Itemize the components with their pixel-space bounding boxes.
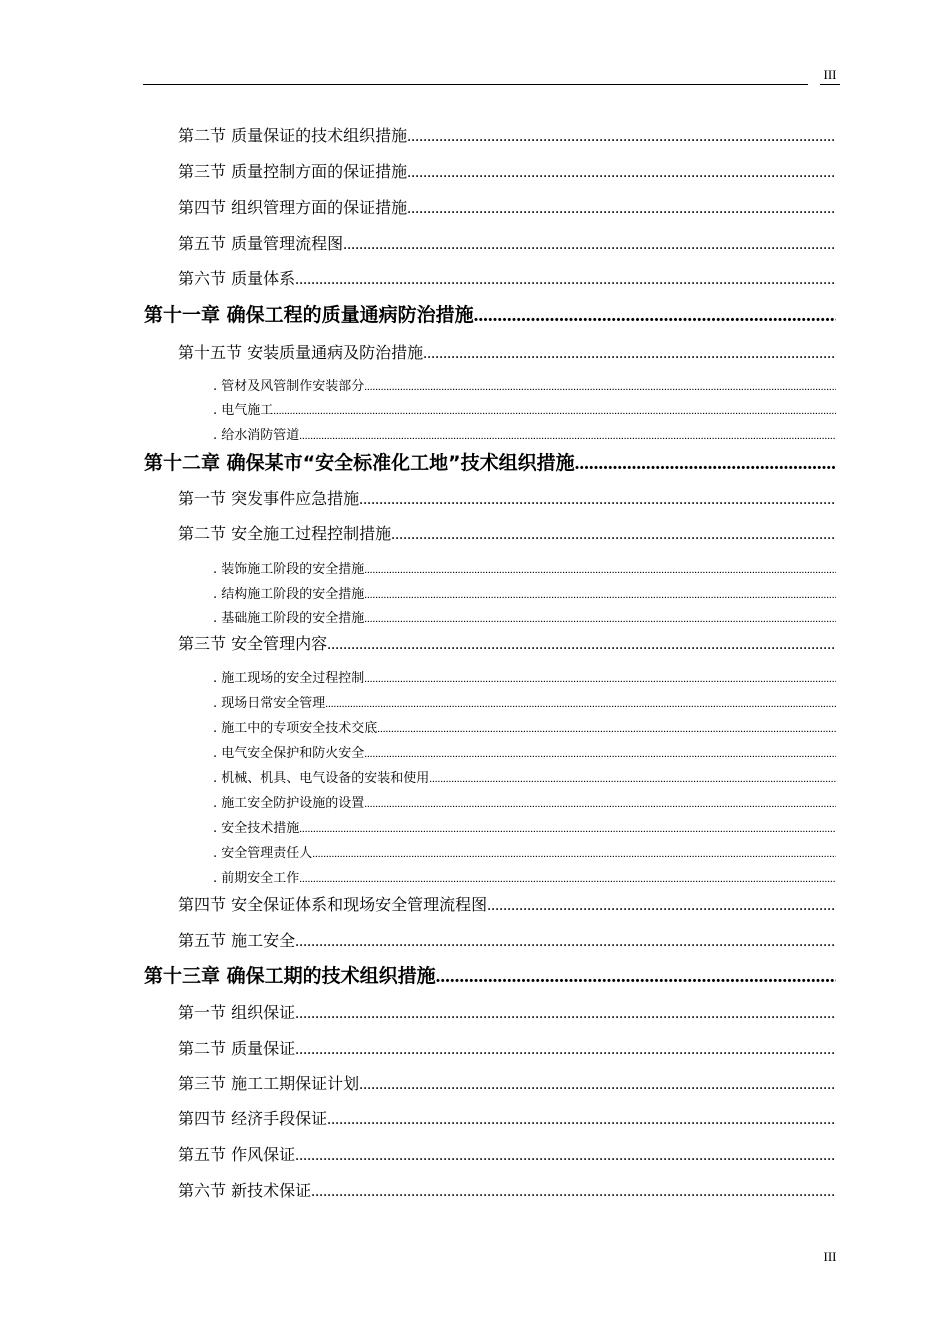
- toc-entry[interactable]: [213, 719, 836, 739]
- toc-label: . 安全管理责任人: [213, 846, 313, 861]
- toc-label: 第一节 组织保证: [178, 1003, 296, 1022]
- toc-label: 第二节 质量保证: [178, 1039, 296, 1058]
- toc-entry[interactable]: [213, 844, 836, 864]
- dot-leader: [295, 930, 836, 954]
- dot-leader: [575, 450, 836, 478]
- toc-entry[interactable]: [178, 487, 836, 512]
- toc-label: 第十二章 确保某市“安全标准化工地”技术组织措施: [144, 452, 575, 474]
- dot-leader: [325, 694, 836, 714]
- toc-entry[interactable]: [213, 869, 836, 889]
- toc-entry[interactable]: [213, 669, 836, 689]
- toc-entry[interactable]: [178, 1107, 836, 1132]
- dot-leader: [407, 125, 836, 149]
- toc-label: . 装饰施工阶段的安全措施: [213, 562, 365, 577]
- toc-label: . 前期安全工作: [213, 871, 300, 886]
- dot-leader: [327, 1108, 836, 1132]
- toc-entry[interactable]: [178, 1143, 836, 1168]
- header-page-number: III: [820, 67, 840, 85]
- dot-leader: [312, 844, 836, 864]
- dot-leader: [327, 633, 836, 657]
- toc-entry[interactable]: [144, 962, 836, 991]
- toc-entry[interactable]: [178, 1001, 836, 1026]
- toc-entry[interactable]: [178, 124, 836, 149]
- toc-label: . 电气施工: [213, 403, 274, 418]
- toc-label: 第五节 作风保证: [178, 1145, 296, 1164]
- toc-label: . 管材及风管制作安装部分: [213, 379, 365, 394]
- toc-label: . 电气安全保护和防火安全: [213, 746, 365, 761]
- dot-leader: [295, 268, 836, 292]
- toc-entry[interactable]: [178, 232, 836, 257]
- toc-label: . 安全技术措施: [213, 821, 300, 836]
- dot-leader: [364, 377, 836, 397]
- dot-leader: [429, 769, 836, 789]
- dot-leader: [364, 609, 836, 629]
- toc-label: . 现场日常安全管理: [213, 696, 326, 711]
- toc-entry[interactable]: [213, 560, 836, 580]
- toc-entry[interactable]: [213, 744, 836, 764]
- dot-leader: [364, 794, 836, 814]
- dot-leader: [295, 1144, 836, 1168]
- toc-entry[interactable]: [213, 794, 836, 814]
- dot-leader: [377, 719, 836, 739]
- dot-leader: [474, 302, 836, 330]
- toc-entry[interactable]: [213, 694, 836, 714]
- toc-entry[interactable]: [144, 301, 836, 330]
- dot-leader: [364, 585, 836, 605]
- dot-leader: [364, 744, 836, 764]
- toc-label: 第三节 施工工期保证计划: [178, 1074, 360, 1093]
- toc-entry[interactable]: [213, 609, 836, 629]
- toc-entry[interactable]: [213, 585, 836, 605]
- toc-label: 第十三章 确保工期的技术组织措施: [144, 965, 436, 987]
- toc-entry[interactable]: [178, 196, 836, 221]
- toc-label: 第四节 组织管理方面的保证措施: [178, 198, 408, 217]
- toc-entry[interactable]: [178, 1179, 836, 1204]
- toc-label: 第十五节 安装质量通病及防治措施: [178, 343, 424, 362]
- toc-label: 第三节 安全管理内容: [178, 634, 328, 653]
- dot-leader: [364, 669, 836, 689]
- toc-entry[interactable]: [178, 267, 836, 292]
- dot-leader: [359, 488, 836, 512]
- toc-entry[interactable]: [178, 341, 836, 366]
- dot-leader: [364, 560, 836, 580]
- toc-label: 第三节 质量控制方面的保证措施: [178, 162, 408, 181]
- toc-label: 第五节 质量管理流程图: [178, 234, 344, 253]
- dot-leader: [343, 233, 836, 257]
- toc-entry[interactable]: [213, 377, 836, 397]
- toc-entry[interactable]: [213, 819, 836, 839]
- dot-leader: [487, 894, 836, 918]
- dot-leader: [407, 197, 836, 221]
- toc-label: . 机械、机具、电气设备的安装和使用: [213, 771, 430, 786]
- footer-page-number: III: [823, 1249, 837, 1264]
- dot-leader: [299, 426, 836, 446]
- toc-entry[interactable]: [178, 1072, 836, 1097]
- toc-entry[interactable]: [144, 449, 836, 478]
- toc-label: 第六节 新技术保证: [178, 1181, 312, 1200]
- toc-label: 第四节 安全保证体系和现场安全管理流程图: [178, 895, 488, 914]
- toc-entry[interactable]: [213, 426, 836, 446]
- toc-label: . 施工现场的安全过程控制: [213, 671, 365, 686]
- toc-label: 第五节 施工安全: [178, 931, 296, 950]
- dot-leader: [407, 161, 836, 185]
- dot-leader: [423, 342, 836, 366]
- dot-leader: [311, 1180, 836, 1204]
- toc-label: . 施工中的专项安全技术交底: [213, 721, 378, 736]
- toc-entry[interactable]: [178, 160, 836, 185]
- toc-label: . 给水消防管道: [213, 428, 300, 443]
- toc-entry[interactable]: [178, 1037, 836, 1062]
- toc-label: 第二节 质量保证的技术组织措施: [178, 126, 408, 145]
- toc-label: 第一节 突发事件应急措施: [178, 489, 360, 508]
- dot-leader: [299, 869, 836, 889]
- dot-leader: [295, 1038, 836, 1062]
- toc-entry[interactable]: [213, 769, 836, 789]
- dot-leader: [436, 963, 836, 991]
- toc-entry[interactable]: [213, 401, 836, 421]
- toc-label: 第四节 经济手段保证: [178, 1109, 328, 1128]
- toc-entry[interactable]: [178, 893, 836, 918]
- toc-entry[interactable]: [178, 632, 836, 657]
- dot-leader: [359, 1073, 836, 1097]
- header-rule: [143, 84, 808, 85]
- dot-leader: [295, 1002, 836, 1026]
- dot-leader: [273, 401, 836, 421]
- toc-label: 第十一章 确保工程的质量通病防治措施: [144, 304, 474, 326]
- dot-leader: [299, 819, 836, 839]
- toc-entry[interactable]: [178, 929, 836, 954]
- toc-entry[interactable]: [178, 522, 836, 547]
- toc-label: 第二节 安全施工过程控制措施: [178, 524, 392, 543]
- dot-leader: [391, 523, 836, 547]
- toc-label: 第六节 质量体系: [178, 269, 296, 288]
- toc-label: . 基础施工阶段的安全措施: [213, 611, 365, 626]
- toc-label: . 结构施工阶段的安全措施: [213, 587, 365, 602]
- toc-label: . 施工安全防护设施的设置: [213, 796, 365, 811]
